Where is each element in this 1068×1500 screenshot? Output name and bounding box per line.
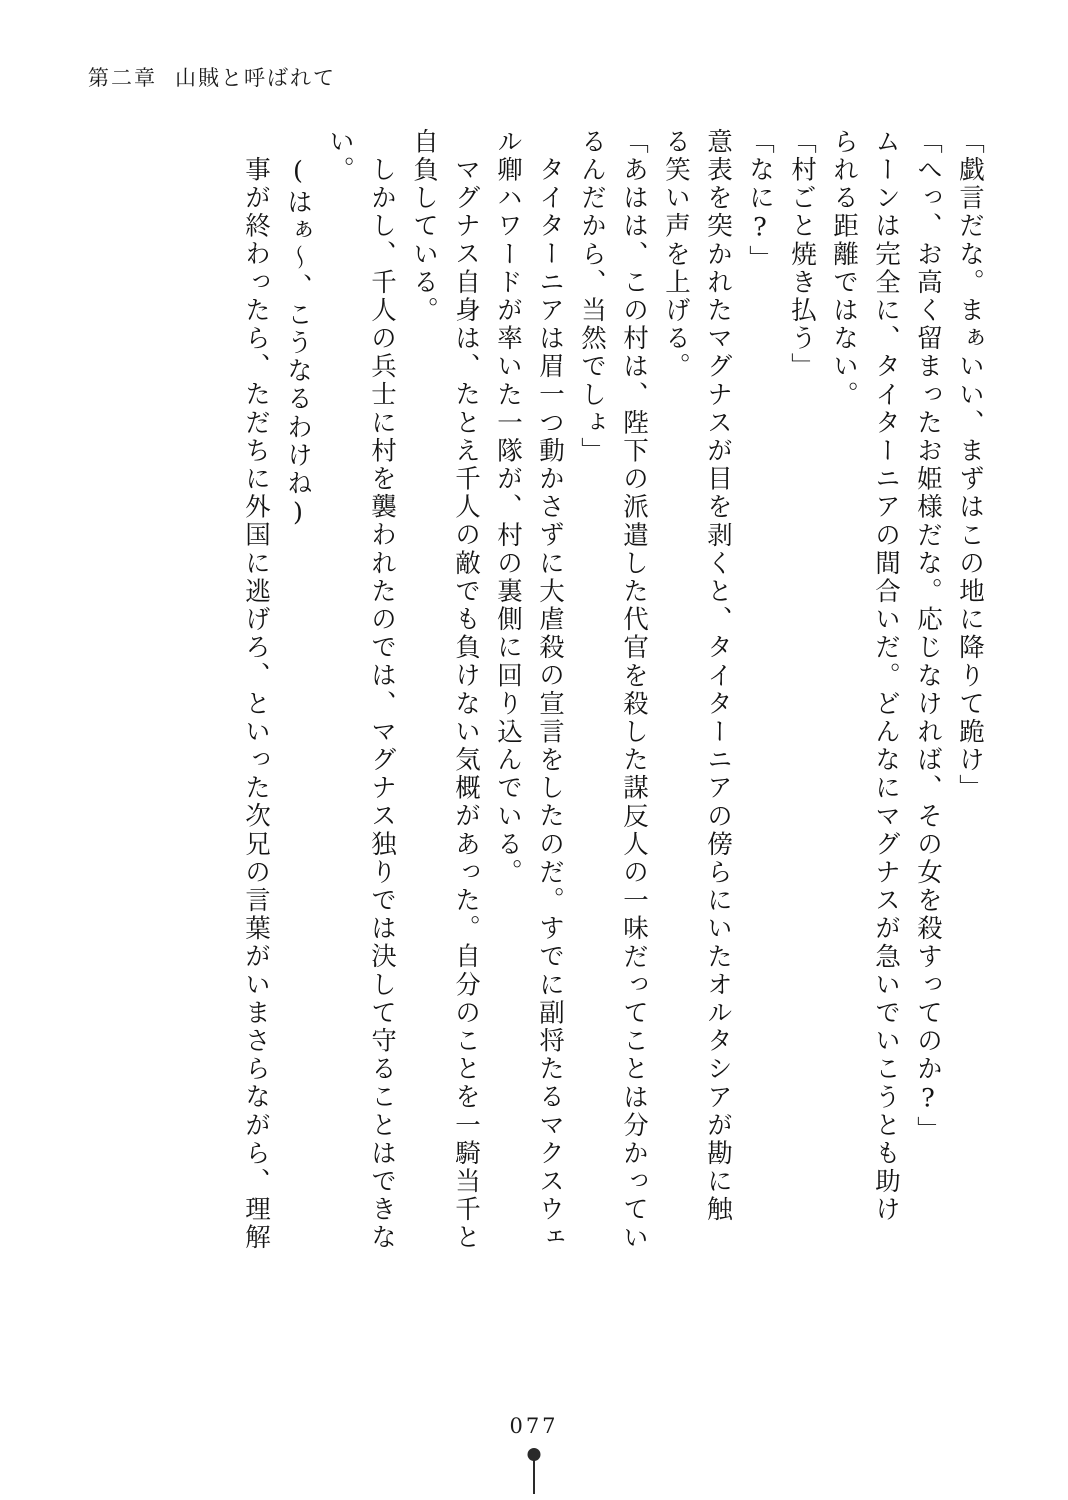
- text-line: 自負している。: [409, 128, 439, 325]
- text-line: 「へっ、お高く留まったお姫様だな。応じなければ、その女を殺すってのか?」: [913, 128, 943, 1145]
- text-line: ル卿ハワードが率いた一隊が、村の裏側に回り込んでいる。: [493, 128, 523, 887]
- text-line: マグナス自身は、たとえ千人の敵でも負けない気概があった。自分のことを一騎当千と: [451, 156, 481, 1252]
- text-line: 「戯言だな。まぁいい、まずはこの地に降りて跪け」: [955, 128, 985, 803]
- text-line: 「村ごと焼き払う」: [787, 128, 817, 381]
- text-line: るんだから、当然でしょ」: [577, 128, 607, 466]
- chapter-number: 第二章: [88, 66, 157, 90]
- text-line: 「あはは、この村は、陛下の派遣した代官を殺した謀反人の一味だってことは分かってい: [619, 128, 649, 1252]
- vertical-text-body: [138, 128, 985, 1358]
- text-line: しかし、千人の兵士に村を襲われたのでは、マグナス独りでは決して守ることはできな: [367, 156, 397, 1252]
- text-line: ムーンは完全に、タイターニアの間合いだ。どんなにマグナスが急いでいこうとも助け: [871, 128, 901, 1224]
- text-line: られる距離ではない。: [829, 128, 859, 409]
- page-number: 077: [509, 1414, 559, 1438]
- bottom-ornament-icon: [527, 1448, 541, 1494]
- text-line: 「なに?」: [745, 128, 775, 273]
- chapter-title: 山賊と呼ばれて: [175, 66, 336, 90]
- text-line: る笑い声を上げる。: [661, 128, 691, 381]
- text-line: タイターニアは眉一つ動かさずに大虐殺の宣言をしたのだ。すでに副将たるマクスウェ: [535, 156, 565, 1252]
- text-line: (はぁ〜、こうなるわけね): [283, 156, 313, 531]
- text-line: 意表を突かれたマグナスが目を剥くと、タイターニアの傍らにいたオルタシアが勘に触: [703, 128, 733, 1224]
- text-line: い。: [325, 128, 355, 185]
- running-head: [88, 62, 336, 92]
- text-line: 事が終わったら、ただちに外国に逃げろ、といった次兄の言葉がいまさらながら、理解: [241, 156, 271, 1252]
